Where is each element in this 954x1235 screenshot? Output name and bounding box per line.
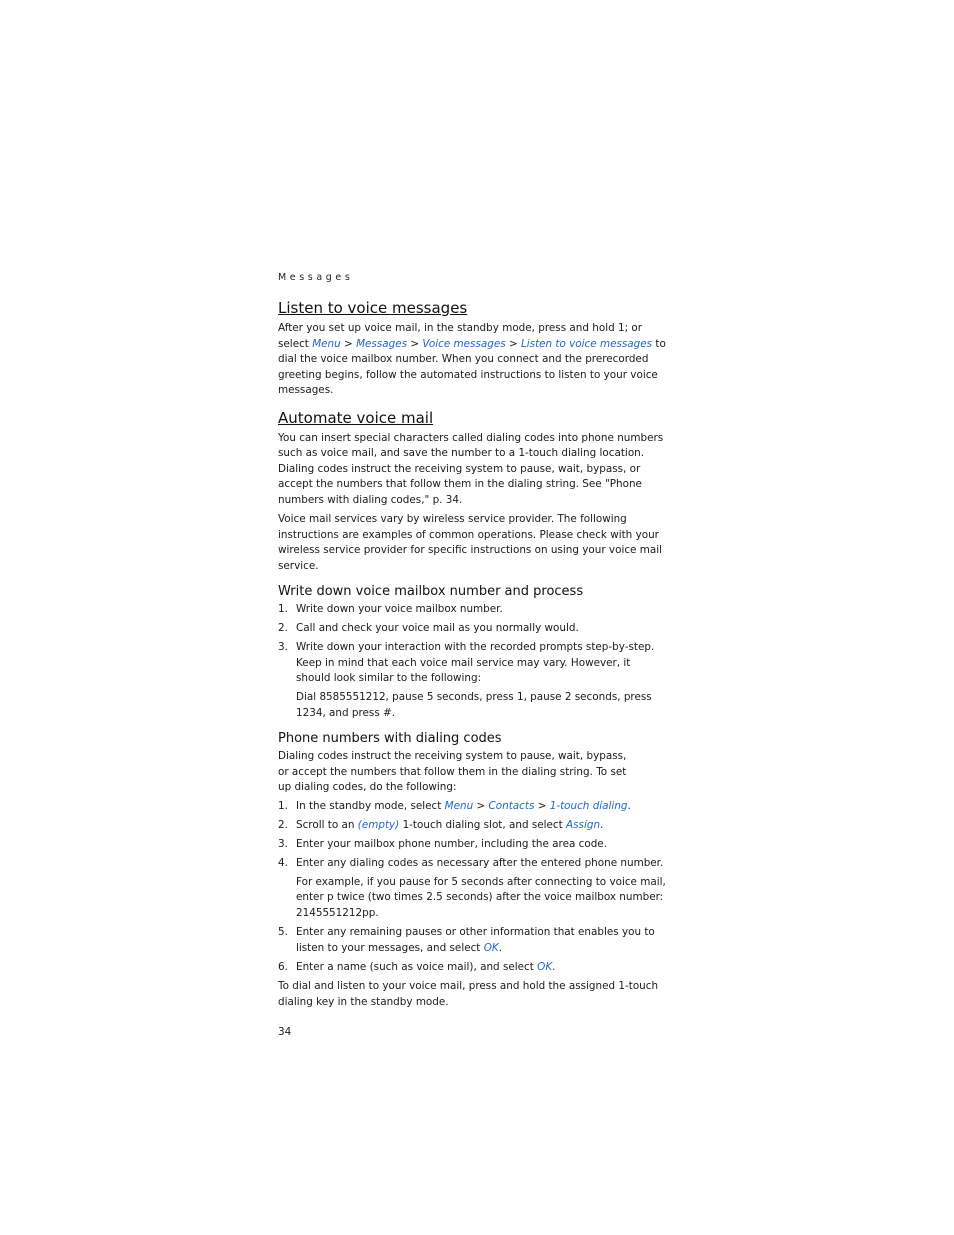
- text: to dial the voice mailbox number. When you connect and the prerecorded greeting begins, follow the automated instructions to listen to your voice messages.: [278, 337, 666, 396]
- item-number: 5.: [278, 926, 288, 938]
- punct: .: [600, 818, 604, 831]
- punct: .: [627, 799, 631, 812]
- page-number: 34: [278, 1026, 292, 1038]
- separator: >: [410, 337, 420, 350]
- item-number: 3.: [278, 837, 288, 850]
- item-text: Call and check your voice mail as you normally would.: [296, 622, 579, 634]
- punct: .: [498, 941, 503, 954]
- paragraph-automate-2: Voice mail services vary by wireless service provider. The following instructions are examples of common operations. Please check with your wireless service provider for specific instructions on using your voice mail service.: [278, 513, 662, 572]
- list-item: [278, 818, 668, 834]
- running-head: Messages: [278, 272, 354, 283]
- ui-term-assign: Assign: [566, 818, 601, 831]
- text: After you set up voice mail, in the standby mode, press and hold 1; or select: [278, 322, 643, 350]
- item-text: Enter your mailbox phone number, including the area code.: [296, 837, 607, 850]
- item-number: 4.: [278, 856, 288, 869]
- ui-term-voice-messages: Voice messages: [422, 337, 506, 350]
- item-text: Write down your voice mailbox number.: [296, 603, 503, 615]
- list-item: [278, 960, 668, 976]
- list-item: [278, 621, 668, 637]
- ui-term-contacts: Contacts: [488, 799, 535, 812]
- item-text: Enter any remaining pauses or other information that enables you to listen to your messages, and select: [296, 926, 655, 954]
- list-item: [278, 799, 668, 815]
- list-item: [278, 925, 668, 956]
- paragraph-dialing-intro: Dialing codes instruct the receiving system to pause, wait, bypass, or accept the numbers that follow them in the dialing string. To set up dialing codes, do the following:: [278, 750, 627, 793]
- ui-term-menu: Menu: [312, 337, 341, 350]
- item-text: Enter any dialing codes as necessary after the entered phone number.: [296, 856, 664, 869]
- list-item: [278, 837, 668, 853]
- dialing-code-steps-continued: [278, 925, 668, 975]
- list-item: [278, 640, 668, 687]
- item-number: 2.: [278, 622, 288, 634]
- list-item: [278, 856, 668, 872]
- item-number: 3.: [278, 641, 288, 653]
- ui-term-messages: Messages: [356, 337, 408, 350]
- item-number: 1.: [278, 799, 288, 812]
- paragraph-dialing-outro: To dial and listen to your voice mail, press and hold the assigned 1-touch dialing key in the standby mode.: [278, 980, 659, 1008]
- ui-term-empty: (empty): [357, 818, 400, 831]
- separator: >: [344, 337, 353, 350]
- heading-phone-numbers-with-dialing-codes: Phone numbers with dialing codes: [278, 731, 502, 746]
- manual-page: [278, 272, 668, 1038]
- ui-term-listen: Listen to voice messages: [520, 337, 653, 350]
- ui-term-ok: OK: [483, 941, 499, 954]
- paragraph-automate-1: You can insert special characters called dialing codes into phone numbers such as voice mail, and save the number to a 1-touch dialing location. Dialing codes instruct the receiving system to pause, wait, bypass, or accept the numbers that follow them in the dialing string. See "Phone numbers with dialing codes," p. 34.: [278, 431, 664, 506]
- dialing-code-steps: [278, 799, 668, 872]
- item-text: 1-touch dialing slot, and select: [402, 818, 563, 831]
- ui-term-ok: OK: [537, 960, 553, 973]
- dial-example: Dial 8585551212, pause 5 seconds, press 1, pause 2 seconds, press 1234, and press #.: [296, 691, 652, 719]
- separator: >: [508, 337, 518, 350]
- pause-example: For example, if you pause for 5 seconds after connecting to voice mail, enter p twice (two times 2.5 seconds) after the voice mailbox number: 2145551212pp.: [296, 875, 666, 919]
- item-number: 6.: [278, 960, 288, 973]
- separator: >: [476, 799, 486, 812]
- item-text: Enter a name (such as voice mail), and select: [296, 960, 534, 973]
- list-item: [278, 602, 668, 618]
- item-text: In the standby mode, select: [296, 799, 442, 812]
- item-text: Scroll to an: [296, 818, 355, 831]
- heading-write-down: Write down voice mailbox number and process: [278, 584, 584, 599]
- paragraph-listen: [278, 321, 668, 399]
- item-number: 1.: [278, 603, 288, 615]
- heading-listen-to-voice-messages: Listen to voice messages: [278, 299, 468, 317]
- item-number: 2.: [278, 818, 288, 831]
- separator: >: [537, 799, 547, 812]
- item-text: Write down your interaction with the recorded prompts step-by-step. Keep in mind that each voice mail service may vary. However, it should look similar to the following:: [296, 641, 655, 684]
- ui-term-menu: Menu: [444, 799, 474, 812]
- heading-automate-voice-mail: Automate voice mail: [278, 408, 434, 427]
- punct: .: [552, 960, 556, 973]
- write-down-steps: [278, 602, 668, 687]
- ui-term-1-touch-dialing: 1-touch dialing: [549, 799, 628, 812]
